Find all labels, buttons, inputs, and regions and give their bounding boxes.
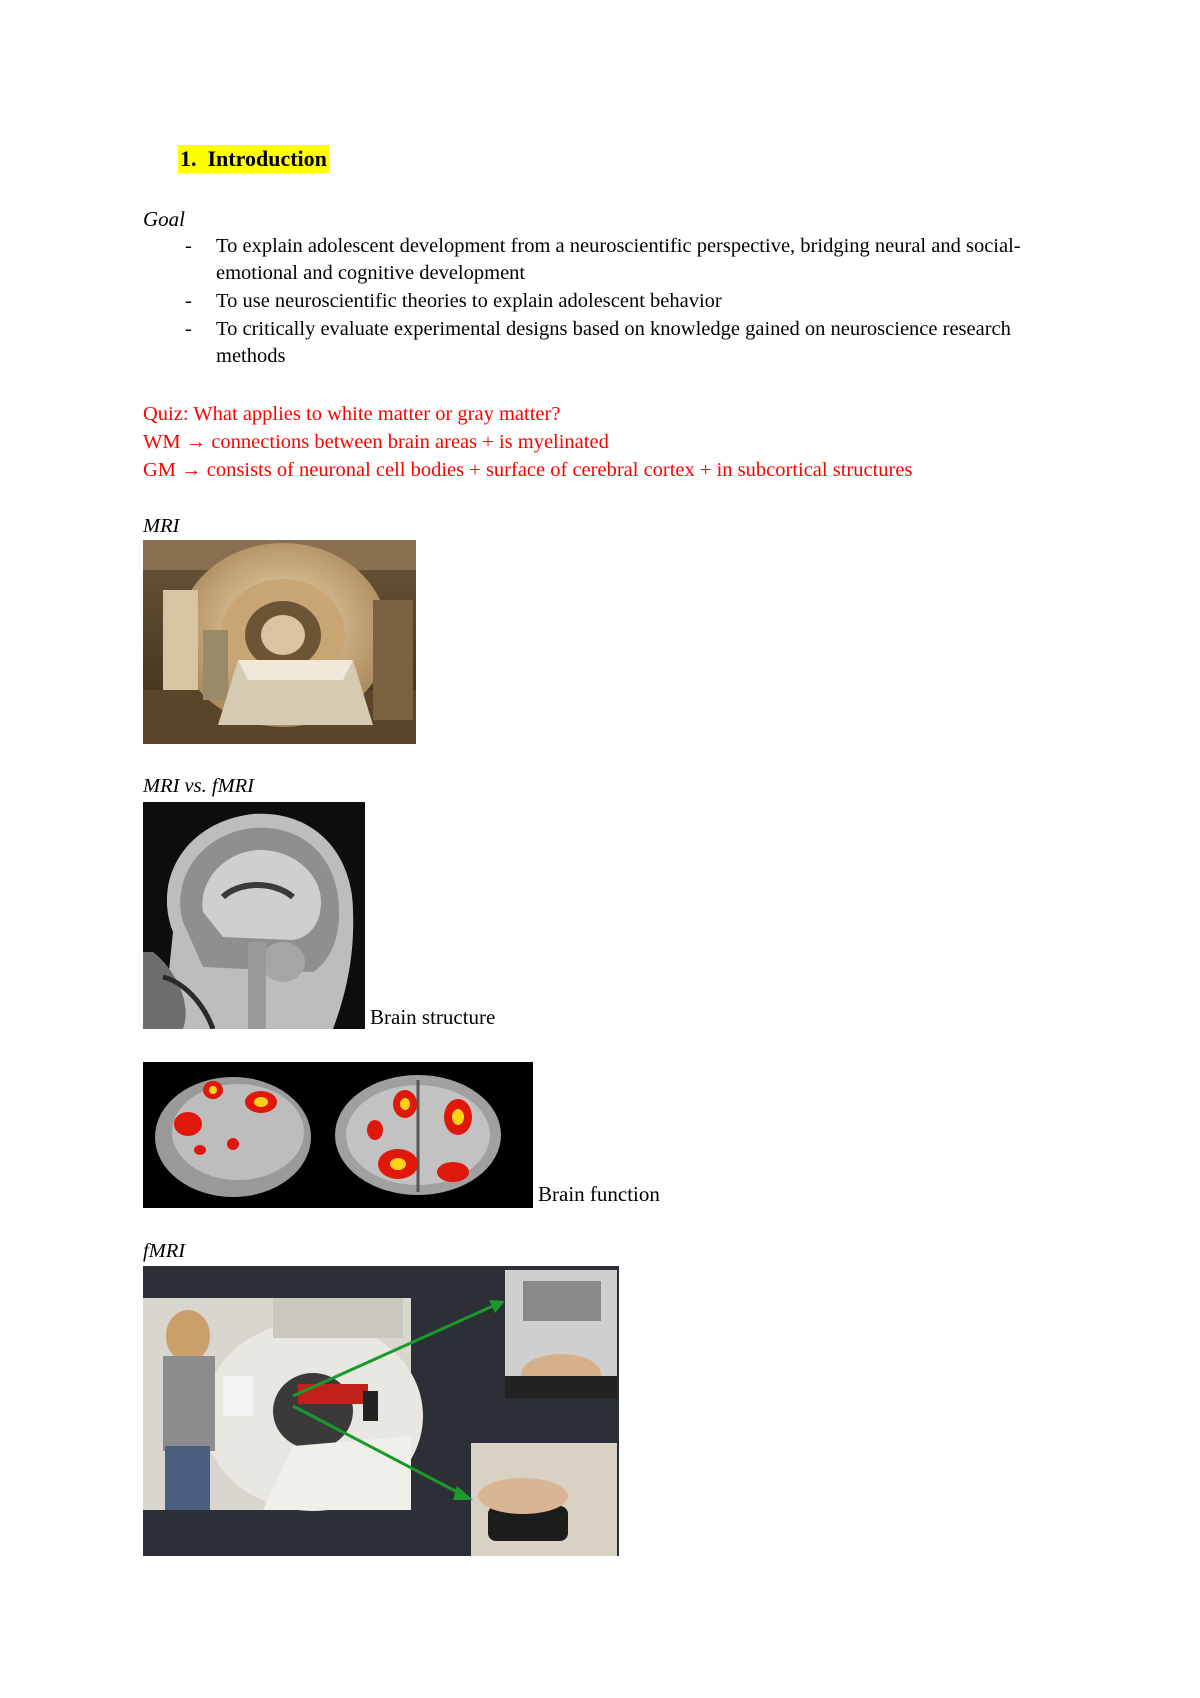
goal-label: Goal bbox=[143, 207, 185, 231]
gm-text: consists of neuronal cell bodies + surface of cerebral cortex + in subcortical structures bbox=[206, 459, 913, 481]
fmri-label: fMRI bbox=[143, 1240, 186, 1262]
bullet-text: To critically evaluate experimental designs based on knowledge gained on neuroscience research methods bbox=[216, 318, 1011, 367]
bullet-text: To use neuroscientific theories to explain adolescent behavior bbox=[216, 290, 722, 312]
section-heading bbox=[178, 145, 329, 173]
arrow-right-icon: → bbox=[181, 459, 202, 481]
quiz-wm-line bbox=[143, 428, 609, 456]
mri-label: MRI bbox=[143, 515, 180, 537]
bullet-dash: - bbox=[185, 235, 192, 257]
bullet-dash: - bbox=[185, 318, 192, 340]
mri-scanner-photo bbox=[143, 540, 416, 744]
quiz-gm-line bbox=[143, 456, 912, 484]
mri-vs-fmri-label: MRI vs. fMRI bbox=[143, 775, 254, 797]
function-caption: Brain function bbox=[538, 1182, 660, 1206]
bullet-text: To explain adolescent development from a neuroscientific perspective, bridging neural and social-emotional and cognitive development bbox=[216, 235, 1021, 284]
wm-text: connections between brain areas + is myelinated bbox=[211, 431, 609, 453]
section-number: 1. bbox=[180, 146, 197, 171]
arrow-right-icon: → bbox=[185, 431, 207, 453]
fmri-setup-composite bbox=[143, 1266, 619, 1556]
sagittal-brain-scan bbox=[143, 802, 365, 1029]
wm-prefix: WM bbox=[143, 431, 181, 453]
brain-activation-images bbox=[143, 1062, 533, 1208]
section-title: Introduction bbox=[207, 146, 327, 171]
structure-caption: Brain structure bbox=[370, 1005, 496, 1029]
gm-prefix: GM bbox=[143, 459, 177, 481]
bullet-dash: - bbox=[185, 290, 192, 312]
quiz-question: Quiz: What applies to white matter or gray matter? bbox=[143, 403, 561, 425]
